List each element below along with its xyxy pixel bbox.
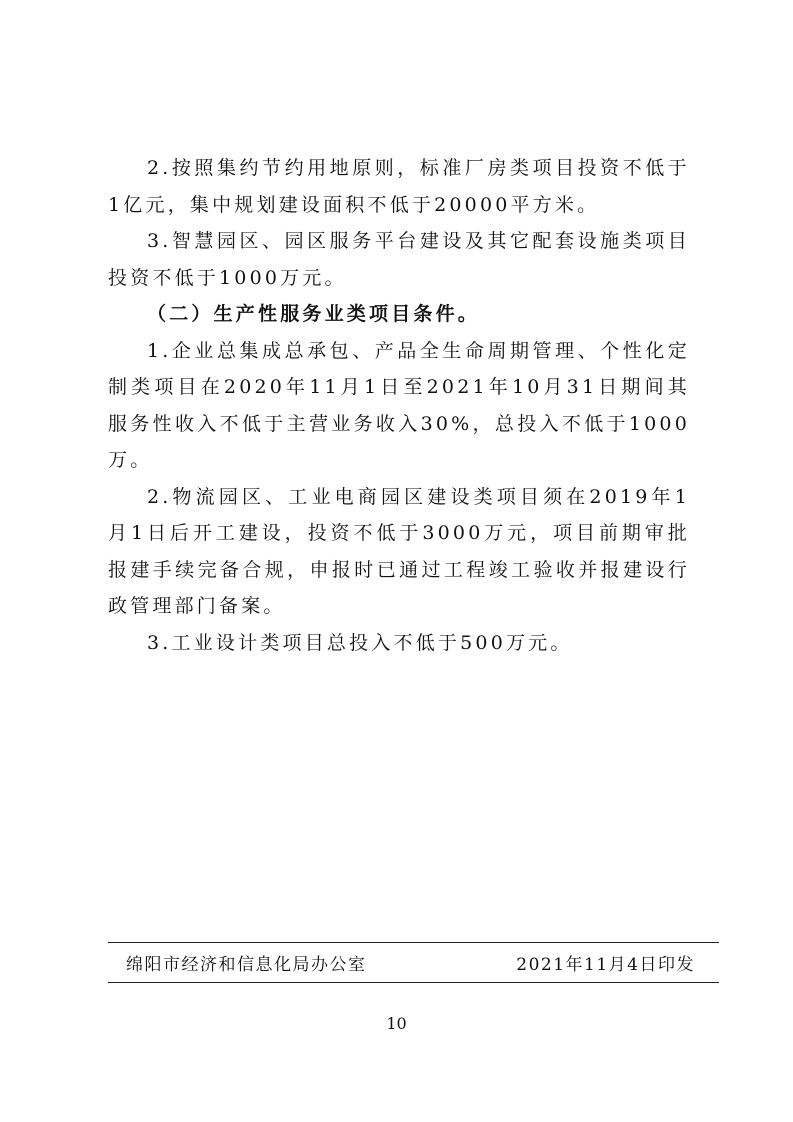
document-body — [108, 150, 690, 661]
paragraph-industrial-design: 3.工业设计类项目总投入不低于500万元。 — [147, 631, 573, 654]
footer-bottom-rule — [108, 982, 719, 983]
paragraph-standard-plant: 2.按照集约节约用地原则，标准厂房类项目投资不低于1亿元，集中规划建设面积不低于20000平方米。 — [108, 157, 690, 216]
paragraph-general-contracting: 1.企业总集成总承包、产品全生命周期管理、个性化定制类项目在2020年11月1日至2021年10月31日期间其服务性收入不低于主营业务收入30%，总投入不低于1000万。 — [108, 339, 690, 471]
footer-issuer: 绵阳市经济和信息化局办公室 — [126, 955, 367, 975]
section-heading-productive-services: （二）生产性服务业类项目条件。 — [147, 303, 481, 325]
footer-top-rule — [108, 942, 719, 943]
page-number: 10 — [386, 1014, 407, 1033]
paragraph-smart-park: 3.智慧园区、园区服务平台建设及其它配套设施类项目投资不低于1000万元。 — [108, 230, 690, 289]
footer-issue-date: 2021年11月4日印发 — [516, 955, 695, 975]
paragraph-logistics-park: 2.物流园区、工业电商园区建设类项目须在2019年1月1日后开工建设，投资不低于3000万元，项目前期审批报建手续完备合规，申报时已通过工程竣工验收并报建设行政管理部门备案。 — [108, 485, 690, 617]
